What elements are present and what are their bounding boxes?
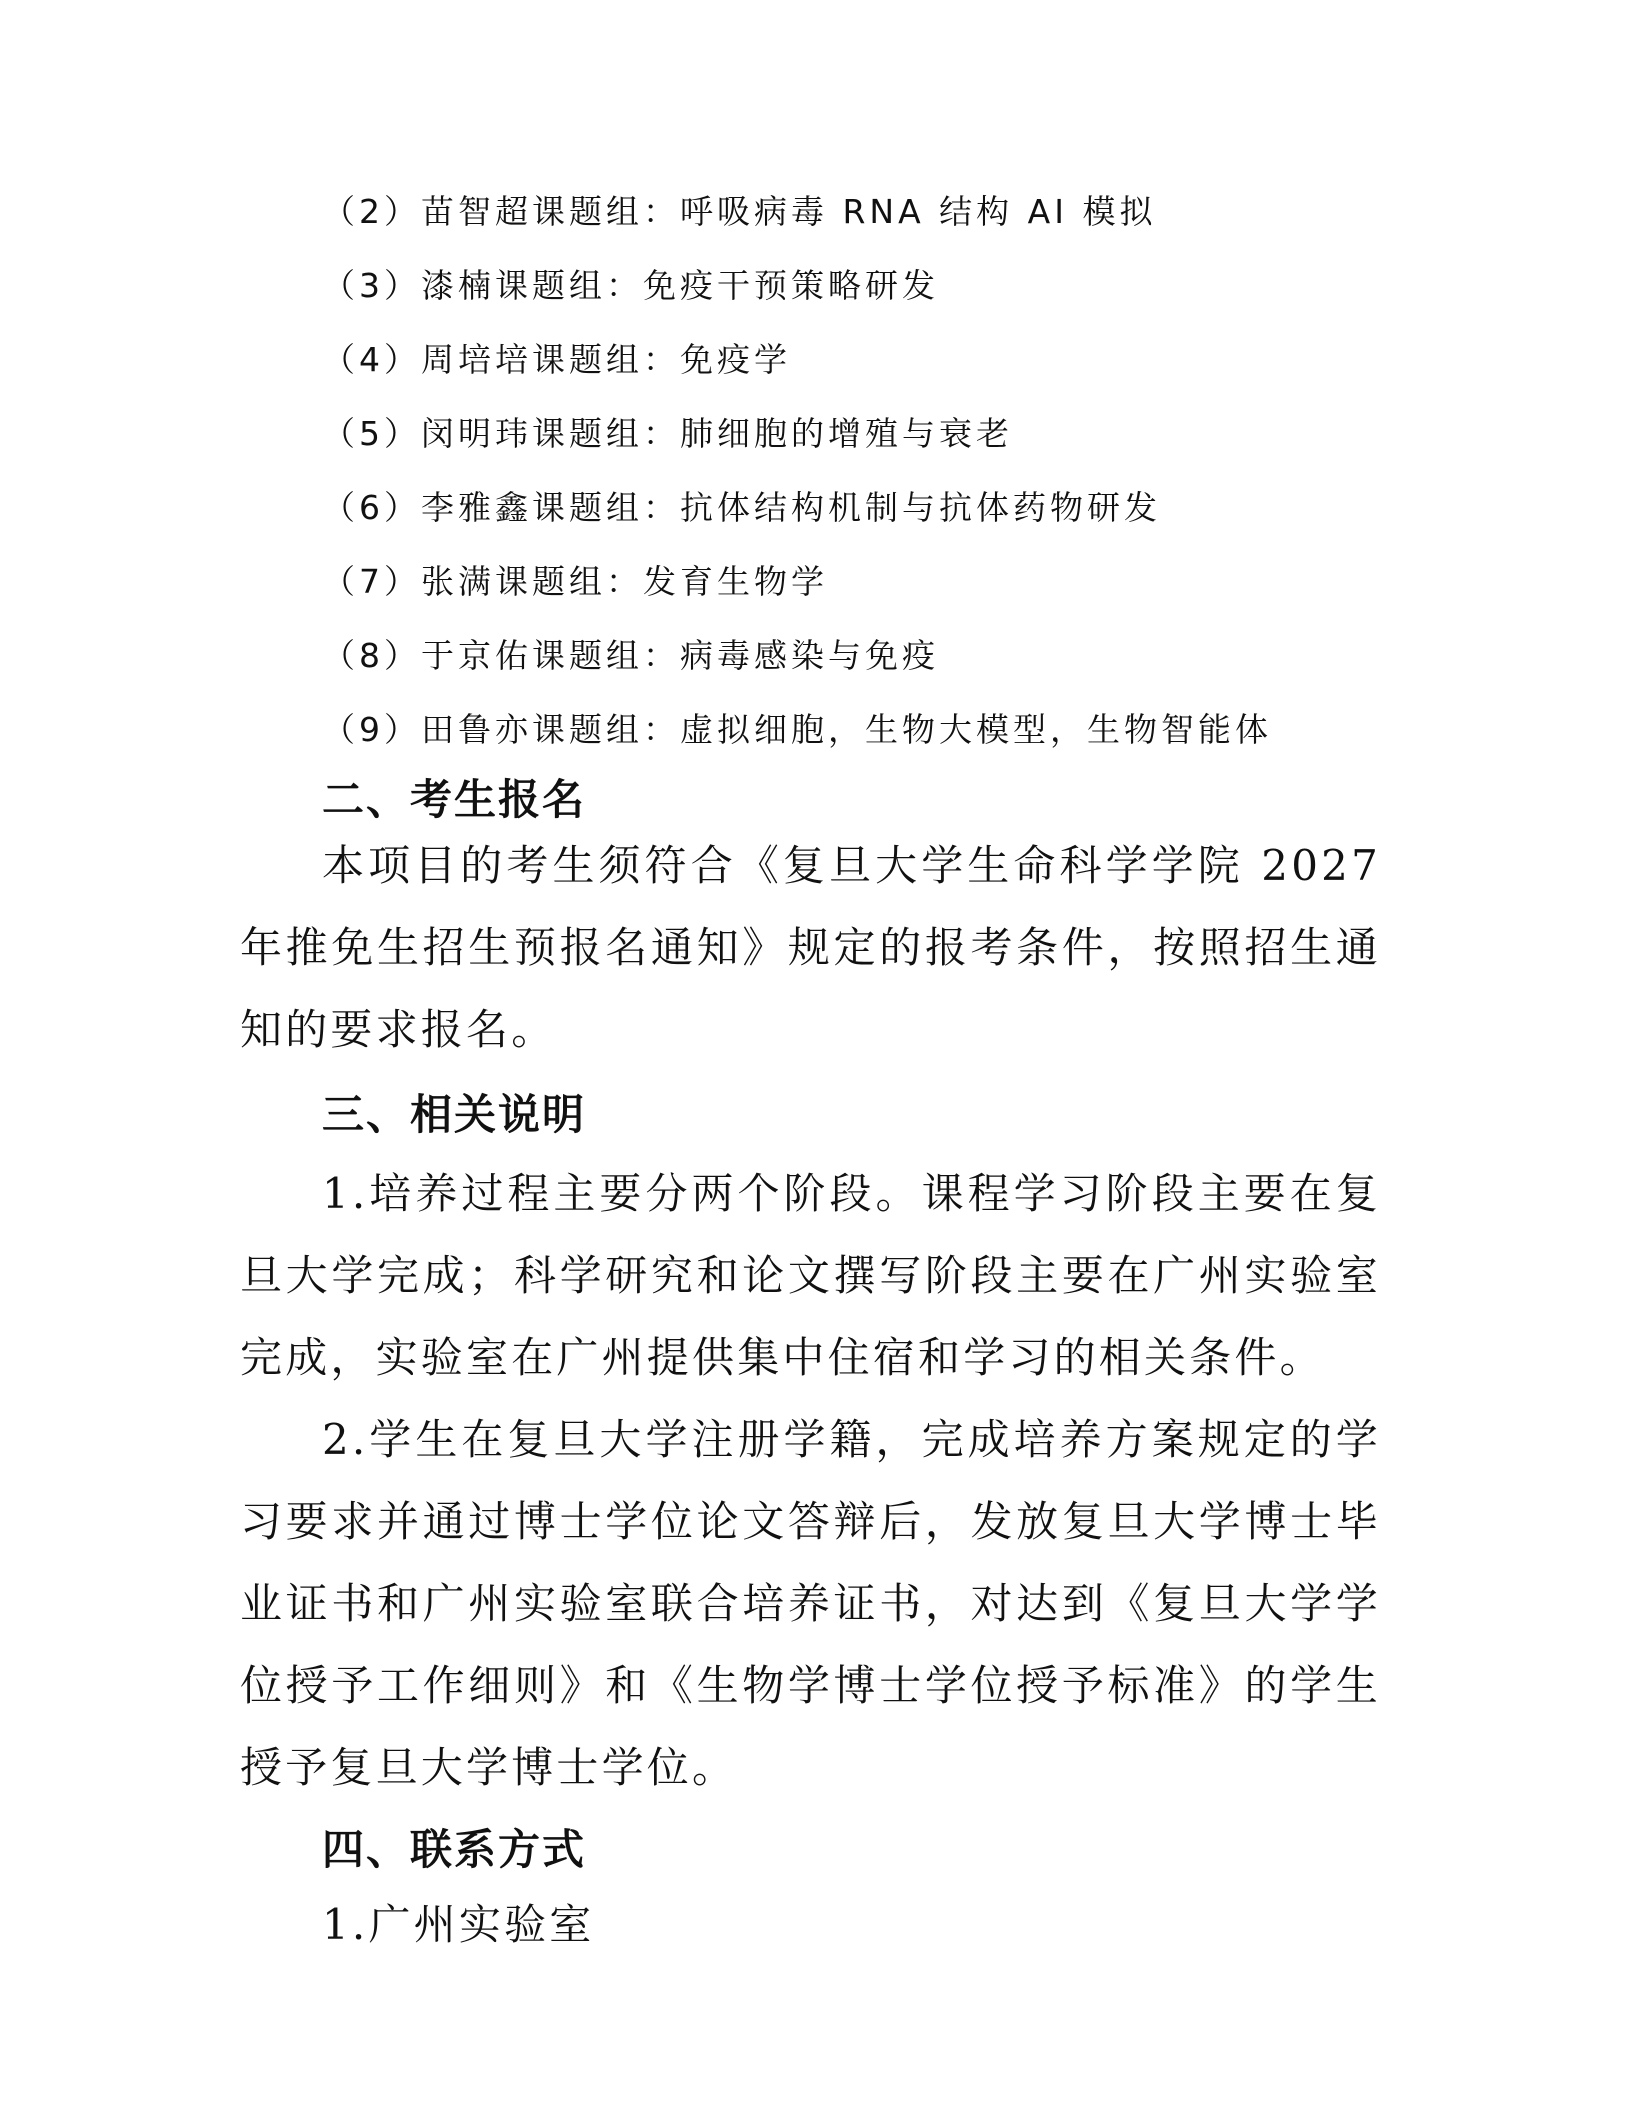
notes-paragraph-degree-award: 2.学生在复旦大学注册学籍，完成培养方案规定的学习要求并通过博士学位论文答辩后，发放复旦大学博士毕业证书和广州实验室联合培养证书，对达到《复旦大学学位授予工作细则》和《生物学博士学位授予标准》的学生授予复旦大学博士学位。 [240,1415,1381,1792]
section-heading-applicant-registration: 二、考生报名 [322,775,587,824]
research-group-item: （4）周培培课题组：免疫学 [322,340,791,379]
research-group-item: （9）田鲁亦课题组：虚拟细胞，生物大模型，生物智能体 [322,710,1272,749]
section-body-applicant-registration: 本项目的考生须符合《复旦大学生命科学学院 2027 年推免生招生预报名通知》规定的报考条件，按照招生通知的要求报名。 [240,841,1381,1054]
research-group-item: （5）闵明玮课题组：肺细胞的增殖与衰老 [322,414,1013,453]
research-group-item: （3）漆楠课题组：免疫干预策略研发 [322,266,939,305]
section-heading-related-notes: 三、相关说明 [322,1090,587,1139]
research-group-item: （6）李雅鑫课题组：抗体结构机制与抗体药物研发 [322,488,1161,527]
research-group-item: （7）张满课题组：发育生物学 [322,562,828,601]
research-group-item: （2）苗智超课题组：呼吸病毒 RNA 结构 AI 模拟 [322,192,1157,231]
contact-item-guangzhou-lab: 1.广州实验室 [322,1900,595,1949]
notes-paragraph-training-process: 1.培养过程主要分两个阶段。课程学习阶段主要在复旦大学完成；科学研究和论文撰写阶段主要在广州实验室完成，实验室在广州提供集中住宿和学习的相关条件。 [240,1169,1381,1382]
section-heading-contact: 四、联系方式 [322,1825,587,1874]
research-group-item: （8）于京佑课题组：病毒感染与免疫 [322,636,939,675]
research-group-list [322,188,1422,780]
